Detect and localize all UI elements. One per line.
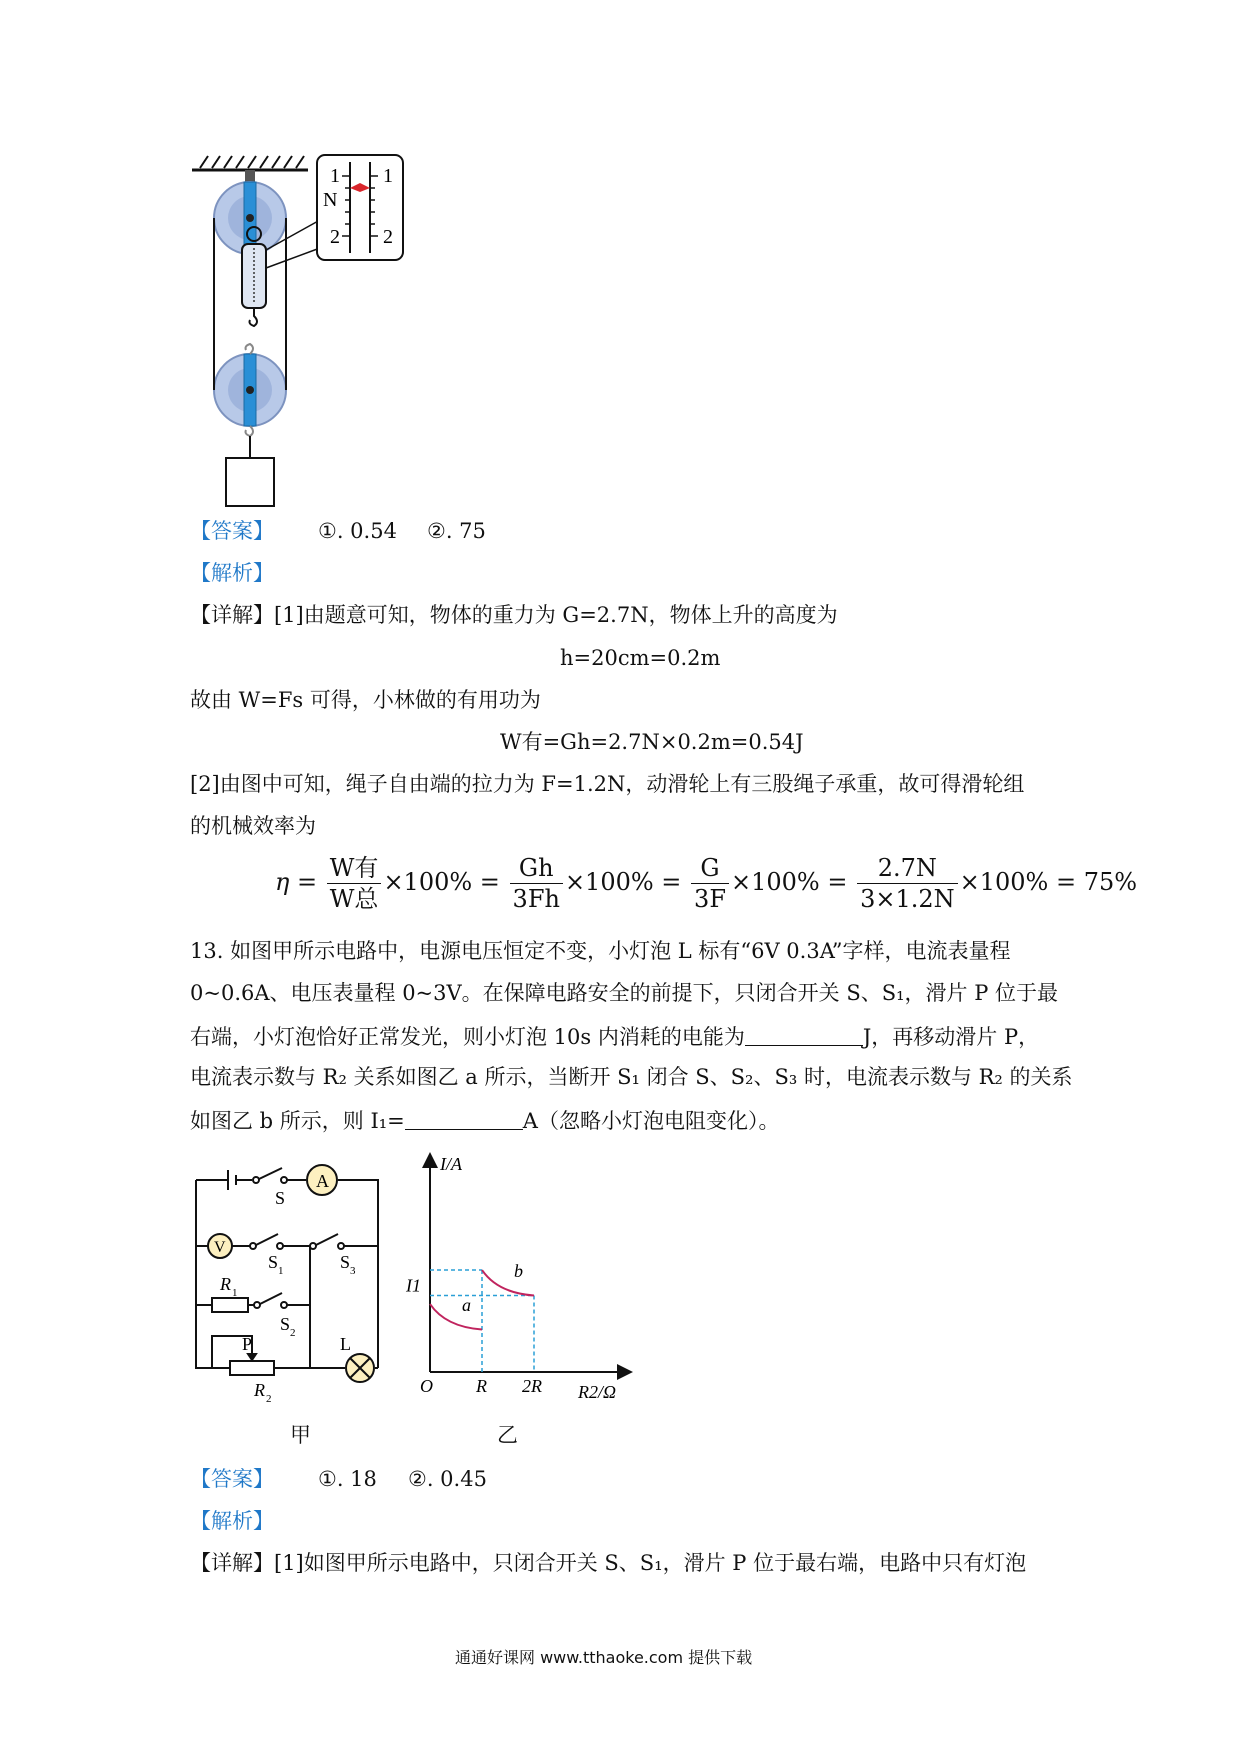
eta-result: ×100% = 75% <box>959 868 1138 896</box>
detail-line-2: 故由 W=Fs 可得，小林做的有用功为 <box>190 688 541 712</box>
series-b-curve <box>482 1270 534 1296</box>
svg-text:2: 2 <box>383 226 393 248</box>
series-a-label: a <box>462 1294 471 1315</box>
series-b-label: b <box>514 1260 523 1281</box>
weight-block <box>226 458 274 506</box>
svg-text:R: R <box>220 1274 231 1294</box>
answer-13-1: ①. 18 <box>318 1467 377 1491</box>
svg-text:1: 1 <box>232 1287 238 1299</box>
svg-text:V: V <box>214 1239 226 1256</box>
equation-h: h=20cm=0.2m <box>560 646 721 670</box>
detail-line-1 <box>190 605 838 626</box>
fraction-2: $\frac{Gh}{3Fh}$ <box>510 856 563 911</box>
svg-text:2: 2 <box>266 1393 272 1405</box>
q13-line-4: 电流表示数与 R₂ 关系如图乙 a 所示，当断开 S₁ 闭合 S、S₂、S₃ 时，电流表示数与 R₂ 的关系 <box>190 1065 1073 1089</box>
origin-label: O <box>420 1376 433 1396</box>
series-a-curve <box>430 1304 482 1330</box>
svg-text:1: 1 <box>383 165 393 187</box>
svg-text:2: 2 <box>290 1327 296 1339</box>
svg-text:1: 1 <box>278 1265 284 1277</box>
detail-tag-13: 【详解】 <box>190 1551 274 1575</box>
svg-text:S: S <box>268 1252 279 1272</box>
current-resistance-chart <box>400 1150 640 1410</box>
svg-text:S: S <box>340 1252 351 1272</box>
q13-line-5: 如图乙 b 所示，则 I₁= A（忽略小灯泡电阻变化）。 <box>190 1109 780 1133</box>
analysis-tag: 【解析】 <box>190 561 274 585</box>
figure-label-jia: 甲 <box>290 1423 311 1447</box>
svg-text:3: 3 <box>350 1265 356 1277</box>
detail-text: [1]由题意可知，物体的重力为 G=2.7N，物体上升的高度为 <box>274 603 838 627</box>
answer-2: ②. 75 <box>427 519 486 543</box>
q13-line-1: 13. 如图甲所示电路中，电源电压恒定不变，小灯泡 L 标有“6V 0.3A”字样，电流表量程 <box>190 939 1011 963</box>
answer-blank-1[interactable] <box>745 1025 863 1046</box>
q13-line-2: 0~0.6A、电压表量程 0~3V。在保障电路安全的前提下，只闭合开关 S、S₁，滑片 P 位于最 <box>190 981 1059 1005</box>
pulley-figure <box>180 140 480 510</box>
answer-13-2: ②. 0.45 <box>408 1467 487 1491</box>
x-tick-R: R <box>476 1376 487 1396</box>
svg-text:N: N <box>323 189 338 211</box>
eta-lhs: η = <box>275 868 318 896</box>
x-axis-label: R2/Ω <box>578 1382 617 1402</box>
detail-line-4: 的机械效率为 <box>190 814 316 838</box>
y-tick-I1: I1 <box>406 1275 421 1296</box>
page-footer: 通通好课网 www.tthaoke.com 提供下载 <box>455 1648 753 1667</box>
figure-label-yi: 乙 <box>497 1423 518 1447</box>
answer-blank-2[interactable] <box>405 1109 523 1130</box>
efficiency-equation: η = $\frac{\text{W有}}{\text{W总}}$ ×100% = $\frac{Gh}{3Fh}$ ×100% = $\frac{G}{3F}$ ×100% = $\frac{2.7N}{3\times 1.2N}$ ×100% = 75% <box>275 854 1138 913</box>
svg-text:S: S <box>280 1314 291 1334</box>
analysis-tag-13: 【解析】 <box>190 1509 274 1533</box>
answer-tag-13: 【答案】 <box>190 1467 274 1491</box>
svg-text:R: R <box>254 1380 265 1400</box>
detail-tag: 【详解】 <box>190 603 274 627</box>
x-tick-2R: 2R <box>522 1376 542 1396</box>
y-axis-label: I/A <box>440 1154 462 1174</box>
answer-tag: 【答案】 <box>190 519 274 543</box>
fraction-1: $\frac{\text{W有}}{\text{W总}}$ <box>327 856 382 911</box>
svg-text:A: A <box>316 1171 329 1191</box>
svg-text:2: 2 <box>330 226 340 248</box>
equation-w: W有=Gh=2.7N×0.2m=0.54J <box>500 730 804 754</box>
detail-line-13: 【详解】[1]如图甲所示电路中，只闭合开关 S、S₁，滑片 P 位于最右端，电路中只有灯泡 <box>190 1551 1027 1575</box>
svg-text:S: S <box>275 1188 286 1208</box>
svg-text:1: 1 <box>330 165 340 187</box>
detail-line-3: [2]由图中可知，绳子自由端的拉力为 F=1.2N，动滑轮上有三股绳子承重，故可得滑轮组 <box>190 772 1025 796</box>
circuit-diagram <box>190 1158 390 1408</box>
svg-text:P: P <box>242 1334 253 1354</box>
q13-line-3: 右端，小灯泡恰好正常发光，则小灯泡 10s 内消耗的电能为 J，再移动滑片 P， <box>190 1025 1040 1049</box>
fraction-3: $\frac{G}{3F}$ <box>691 856 729 911</box>
answer-1: ①. 0.54 <box>318 519 397 543</box>
svg-text:L: L <box>340 1334 351 1354</box>
fraction-4: $\frac{2.7N}{3\times 1.2N}$ <box>857 856 958 911</box>
